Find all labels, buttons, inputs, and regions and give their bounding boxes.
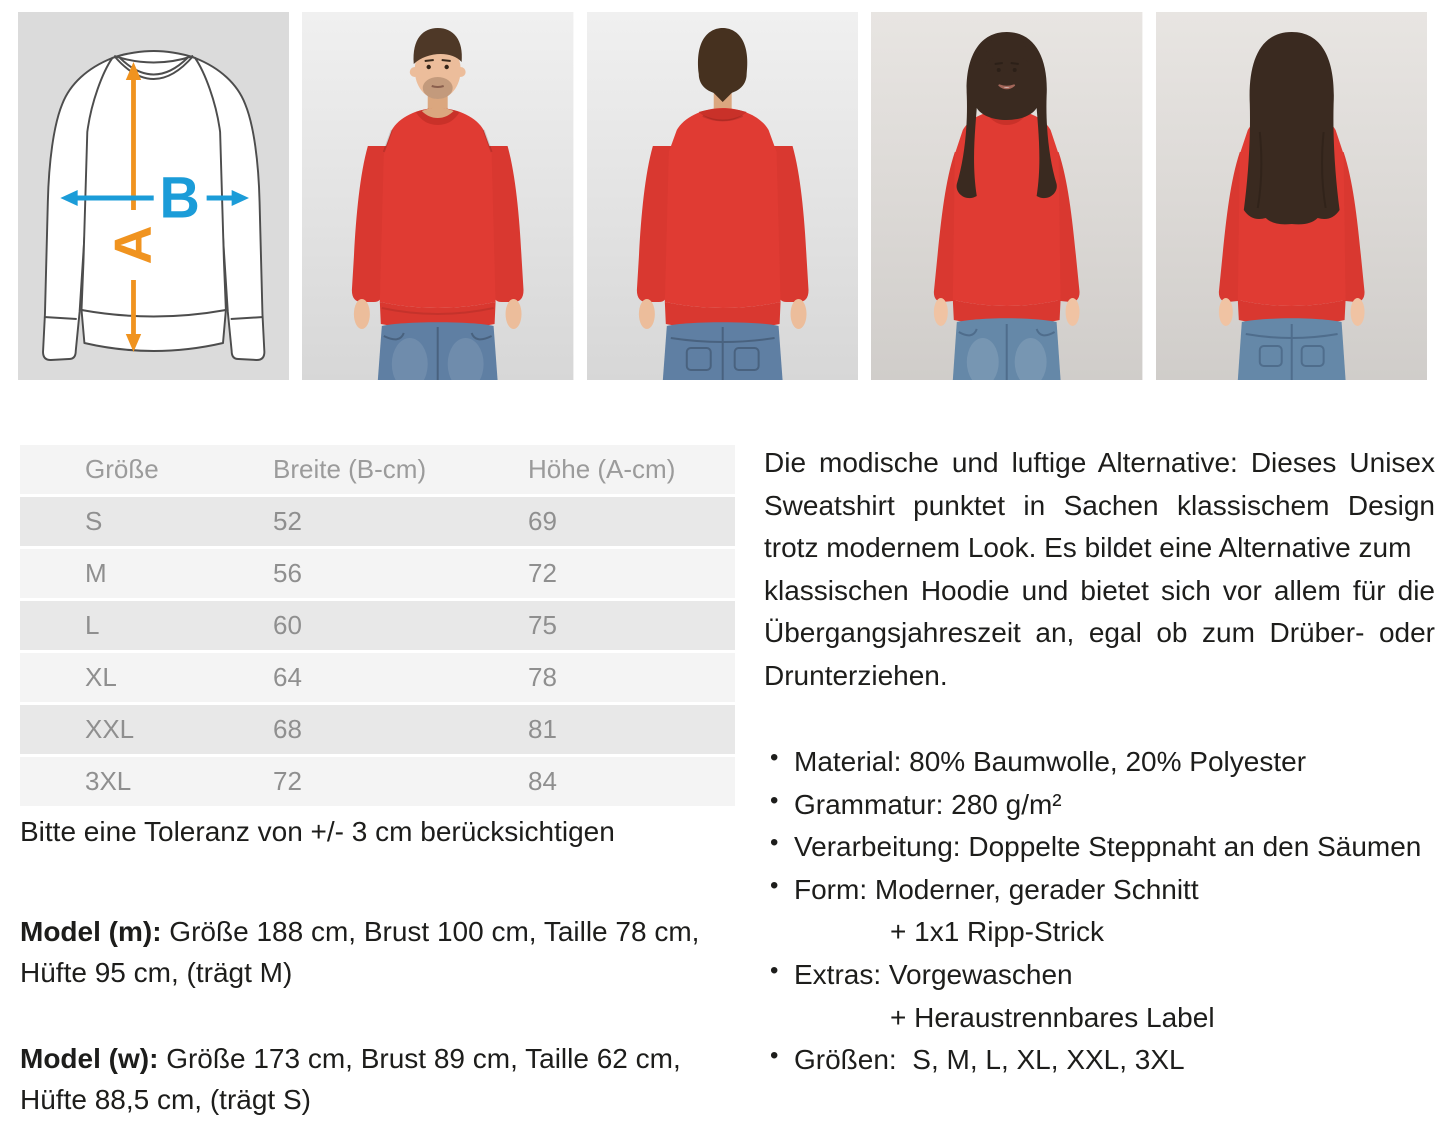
feature-item-material [764, 741, 1435, 784]
height-cell: 78 [528, 662, 557, 692]
feature-item-groessen [764, 1039, 1435, 1082]
feature-text: Material: 80% Baumwolle, 20% Polyester [794, 746, 1307, 778]
column-header-size: Größe [85, 454, 159, 484]
size-table-row [20, 653, 735, 702]
height-cell: 84 [528, 766, 557, 796]
model-man-front-photo [302, 12, 573, 380]
sweatshirt-measurement-diagram [18, 12, 289, 380]
width-cell: 60 [273, 610, 302, 640]
feature-item-verarbeitung [764, 826, 1435, 869]
feature-subtext: + Heraustrennbares Label [890, 1001, 1215, 1033]
model-w-info [20, 1039, 736, 1120]
product-image-gallery [0, 0, 1445, 382]
feature-text: Extras: Vorgewaschen [794, 959, 1073, 991]
feature-text: Form: Moderner, gerader Schnitt [794, 873, 1199, 905]
width-cell: 56 [273, 558, 302, 588]
model-m-info [20, 912, 736, 993]
feature-text: Grammatur: 280 g/m² [794, 788, 1062, 820]
height-cell: 69 [528, 506, 557, 536]
size-table-row [20, 705, 735, 754]
bullet-icon: • [770, 1042, 779, 1070]
man-front-illustration [302, 12, 573, 380]
size-cell: M [85, 558, 107, 588]
feature-item-form [764, 869, 1435, 954]
size-table-row [20, 497, 735, 546]
size-diagram-image [18, 12, 289, 380]
model-m-measurements: Größe 188 cm, Brust 100 cm, Taille 78 cm, Hüfte 95 cm, (trägt M) [20, 916, 700, 988]
model-woman-back-photo [1156, 12, 1427, 380]
bullet-icon: • [770, 786, 779, 814]
size-table-row [20, 757, 735, 806]
size-table [20, 442, 735, 809]
diagram-label-b: B [159, 165, 200, 231]
column-header-height: Höhe (A-cm) [528, 454, 676, 484]
size-cell: XXL [85, 714, 135, 744]
man-back-illustration [587, 12, 858, 380]
size-table-row [20, 549, 735, 598]
model-m-label: Model (m): [20, 916, 162, 947]
width-cell: 68 [273, 714, 302, 744]
bullet-icon: • [770, 829, 779, 857]
width-cell: 64 [273, 662, 302, 692]
size-info-column [20, 442, 736, 1120]
bullet-icon: • [770, 957, 779, 985]
description-column [764, 442, 1437, 1120]
feature-item-grammatur [764, 784, 1435, 827]
diagram-label-a: A [104, 225, 163, 265]
column-header-width: Breite (B-cm) [273, 454, 427, 484]
model-w-label: Model (w): [20, 1043, 159, 1075]
feature-list [764, 741, 1435, 1081]
width-cell: 52 [273, 506, 302, 536]
size-cell: L [85, 610, 100, 640]
model-woman-front-photo [871, 12, 1142, 380]
feature-text: Größen: S, M, L, XL, XXL, 3XL [794, 1044, 1185, 1076]
height-cell: 81 [528, 714, 557, 744]
bullet-icon: • [770, 871, 779, 899]
bullet-icon: • [770, 744, 779, 772]
width-cell: 72 [273, 766, 302, 796]
size-table-header-row [20, 445, 735, 494]
model-w-measurements: Größe 173 cm, Brust 89 cm, Taille 62 cm, Hüfte 88,5 cm, (trägt S) [20, 1043, 681, 1115]
size-cell: 3XL [85, 766, 132, 796]
description-paragraph-2: klassischen Hoodie und bietet sich vor allem für die Übergangsjahreszeit an, egal ob zum Drüber- oder Drunterziehen. [764, 574, 1435, 691]
feature-text: Verarbeitung: Doppelte Steppnaht an den Säumen [794, 831, 1422, 863]
woman-front-illustration [871, 12, 1142, 380]
size-cell: S [85, 506, 103, 536]
size-cell: XL [85, 662, 117, 692]
tolerance-note: Bitte eine Toleranz von +/- 3 cm berücksichtigen [20, 816, 615, 847]
height-cell: 72 [528, 558, 557, 588]
woman-back-illustration [1156, 12, 1427, 380]
height-cell: 75 [528, 610, 557, 640]
size-table-row [20, 601, 735, 650]
description-paragraph-1: Die modische und luftige Alternative: Dieses Unisex Sweatshirt punktet in Sachen klassischem Design trotz modernem Look. Es bildet eine Alternative zum [764, 447, 1435, 564]
product-details-section [0, 442, 1445, 1120]
model-man-back-photo [587, 12, 858, 380]
feature-item-extras [764, 954, 1435, 1039]
feature-subtext: + 1x1 Ripp-Strick [890, 916, 1104, 948]
